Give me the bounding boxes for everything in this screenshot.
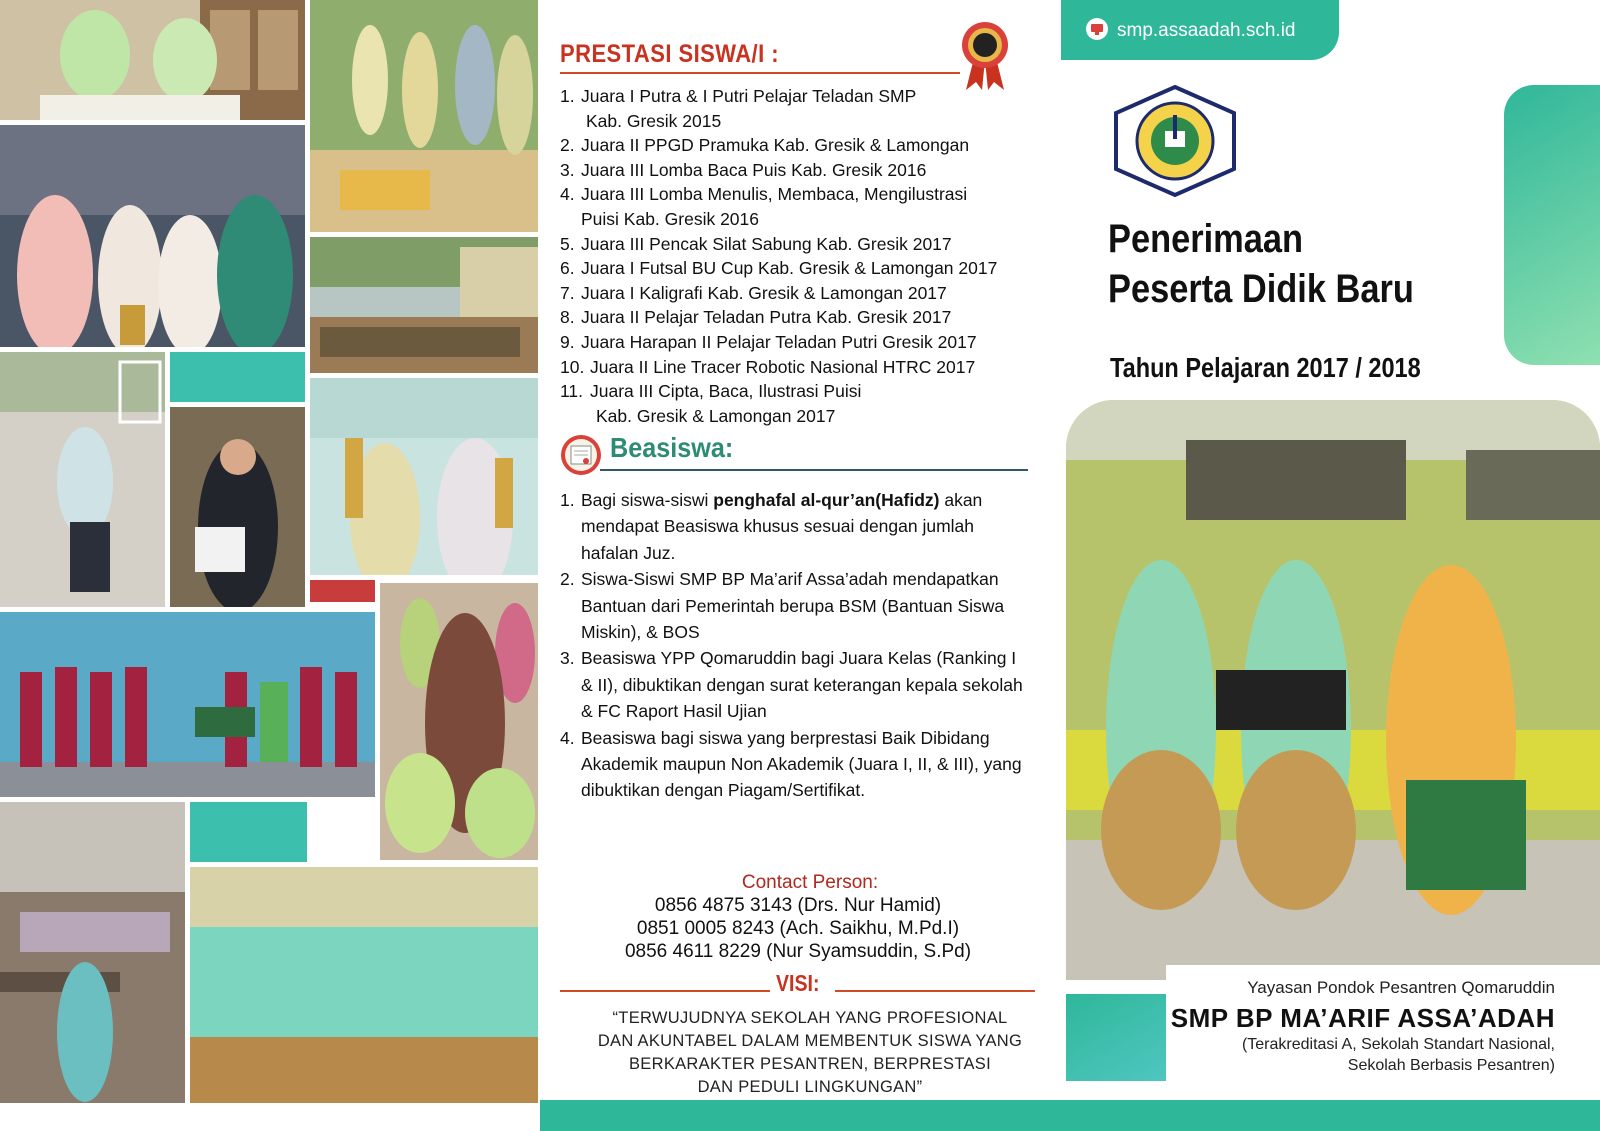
list-item: 6. Juara I Futsal BU Cup Kab. Gresik & Lamongan 2017 — [560, 258, 998, 279]
beasiswa-heading: Beasiswa: — [610, 432, 734, 463]
list-item: 1. Juara I Putra & I Putri Pelajar Teladan SMP Kab. Gresik 2015 — [560, 86, 917, 131]
prestasi-heading: PRESTASI SISWA/I : — [560, 40, 779, 68]
contact-title: Contact Person: — [741, 872, 879, 893]
list-item: 3. Juara III Lomba Baca Puis Kab. Gresik 2016 — [560, 159, 927, 180]
list-item: 4. Beasiswa bagi siswa yang berprestasi Baik Dibidang Akademik maupun Non Akademik (Juara I, II, & III), yang dibuktikan dengan Piagam/Sertifikat. — [560, 727, 1022, 801]
teal-square-decor — [170, 352, 305, 402]
visi-statement: “TERWUJUDNYA SEKOLAH YANG PROFESIONAL DAN AKUNTABEL DALAM MEMBENTUK SISWA YANG BERKARAKTER PESANTREN, BERPRESTASI DAN PEDULI LINGKUNGAN” — [597, 1009, 1023, 1096]
teal-square-decor-2 — [190, 802, 307, 862]
info-column — [540, 0, 1045, 1131]
photo-scouts-activity — [310, 0, 538, 232]
certificate-icon — [560, 434, 602, 476]
list-item: 7. Juara I Kaligrafi Kab. Gresik & Lamongan 2017 — [560, 282, 947, 303]
bottom-teal-bar — [540, 1100, 1600, 1131]
photo-futsal-team — [0, 612, 375, 797]
photo-seminar-hall — [0, 802, 185, 1103]
list-item: 10. Juara II Line Tracer Robotic Nasional HTRC 2017 — [560, 356, 976, 377]
foundation-name: Yayasan Pondok Pesantren Qomaruddin — [1247, 978, 1555, 997]
school-logo — [1110, 85, 1240, 197]
list-item: 1. Bagi siswa-siswi penghafal al-qur’an(Hafidz) akan mendapat Beasiswa khusus sesuai dengan jumlah hafalan Juz. — [560, 490, 983, 563]
list-item: 4. Juara III Lomba Menulis, Membaca, Mengilustrasi Puisi Kab. Gresik 2016 — [560, 184, 968, 229]
photo-students-studying-cover — [1066, 400, 1600, 980]
cover-title: Penerimaan Peserta Didik Baru — [1108, 217, 1414, 311]
award-ribbon-icon — [960, 20, 1010, 92]
list-item: 3. Beasiswa YPP Qomaruddin bagi Juara Kelas (Ranking I & II), dibuktikan dengan surat keterangan kepala sekolah & FC Raport Hasil Ujian — [560, 648, 1023, 722]
photo-trophy-pair — [310, 378, 538, 575]
prestasi-list — [560, 84, 997, 428]
list-item: 2. Juara II PPGD Pramuka Kab. Gresik & Lamongan — [560, 135, 970, 156]
photo-teacher-students — [380, 583, 538, 860]
photo-school-field-assembly — [310, 237, 538, 373]
list-item: 8. Juara II Pelajar Teladan Putra Kab. Gresik 2017 — [560, 307, 952, 328]
school-name: SMP BP MA’ARIF ASSA’ADAH — [1170, 1003, 1555, 1033]
red-stripe-decor — [310, 580, 375, 602]
photo-silat-champion — [170, 407, 305, 607]
visi-line-left — [560, 990, 770, 992]
accreditation-text: (Terakreditasi A, Sekolah Standart Nasional, Sekolah Berbasis Pesantren) — [1241, 1036, 1555, 1074]
photo-sports-throw — [0, 352, 165, 607]
list-item: 5. Juara III Pencak Silat Sabung Kab. Gresik 2017 — [560, 233, 952, 254]
contact-phone-2: 0851 0005 8243 (Ach. Saikhu, M.Pd.I) — [636, 918, 960, 939]
photo-award-winners — [0, 125, 305, 347]
beasiswa-list — [560, 487, 1030, 804]
teal-corner-decor — [1504, 85, 1600, 365]
monitor-icon — [1085, 17, 1109, 41]
teal-block-bottom-left — [1066, 994, 1166, 1081]
photo-female-students-group — [190, 867, 538, 1103]
list-item: 2. Siswa-Siswi SMP BP Ma’arif Assa’adah mendapatkan Bantuan dari Pemerintah berupa BSM (Bantuan Siswa Miskin), & BOS — [560, 569, 1005, 643]
photo-students-writing — [0, 0, 305, 120]
website-url: smp.assaadah.sch.id — [1117, 20, 1296, 41]
beasiswa-underline — [600, 469, 1028, 471]
prestasi-underline — [560, 72, 960, 74]
list-item: 9. Juara Harapan II Pelajar Teladan Putri Gresik 2017 — [560, 331, 977, 352]
academic-year: Tahun Pelajaran 2017 / 2018 — [1110, 352, 1421, 383]
list-item: 11. Juara III Cipta, Baca, Ilustrasi Puisi Kab. Gresik & Lamongan 2017 — [560, 381, 862, 426]
visi-line-right — [835, 990, 1035, 992]
contact-phone-1: 0856 4875 3143 (Drs. Nur Hamid) — [654, 895, 942, 916]
website-badge[interactable] — [1061, 0, 1339, 60]
visi-heading: VISI: — [776, 970, 820, 996]
contact-phone-3: 0856 4611 8229 (Nur Syamsuddin, S.Pd) — [624, 941, 972, 962]
